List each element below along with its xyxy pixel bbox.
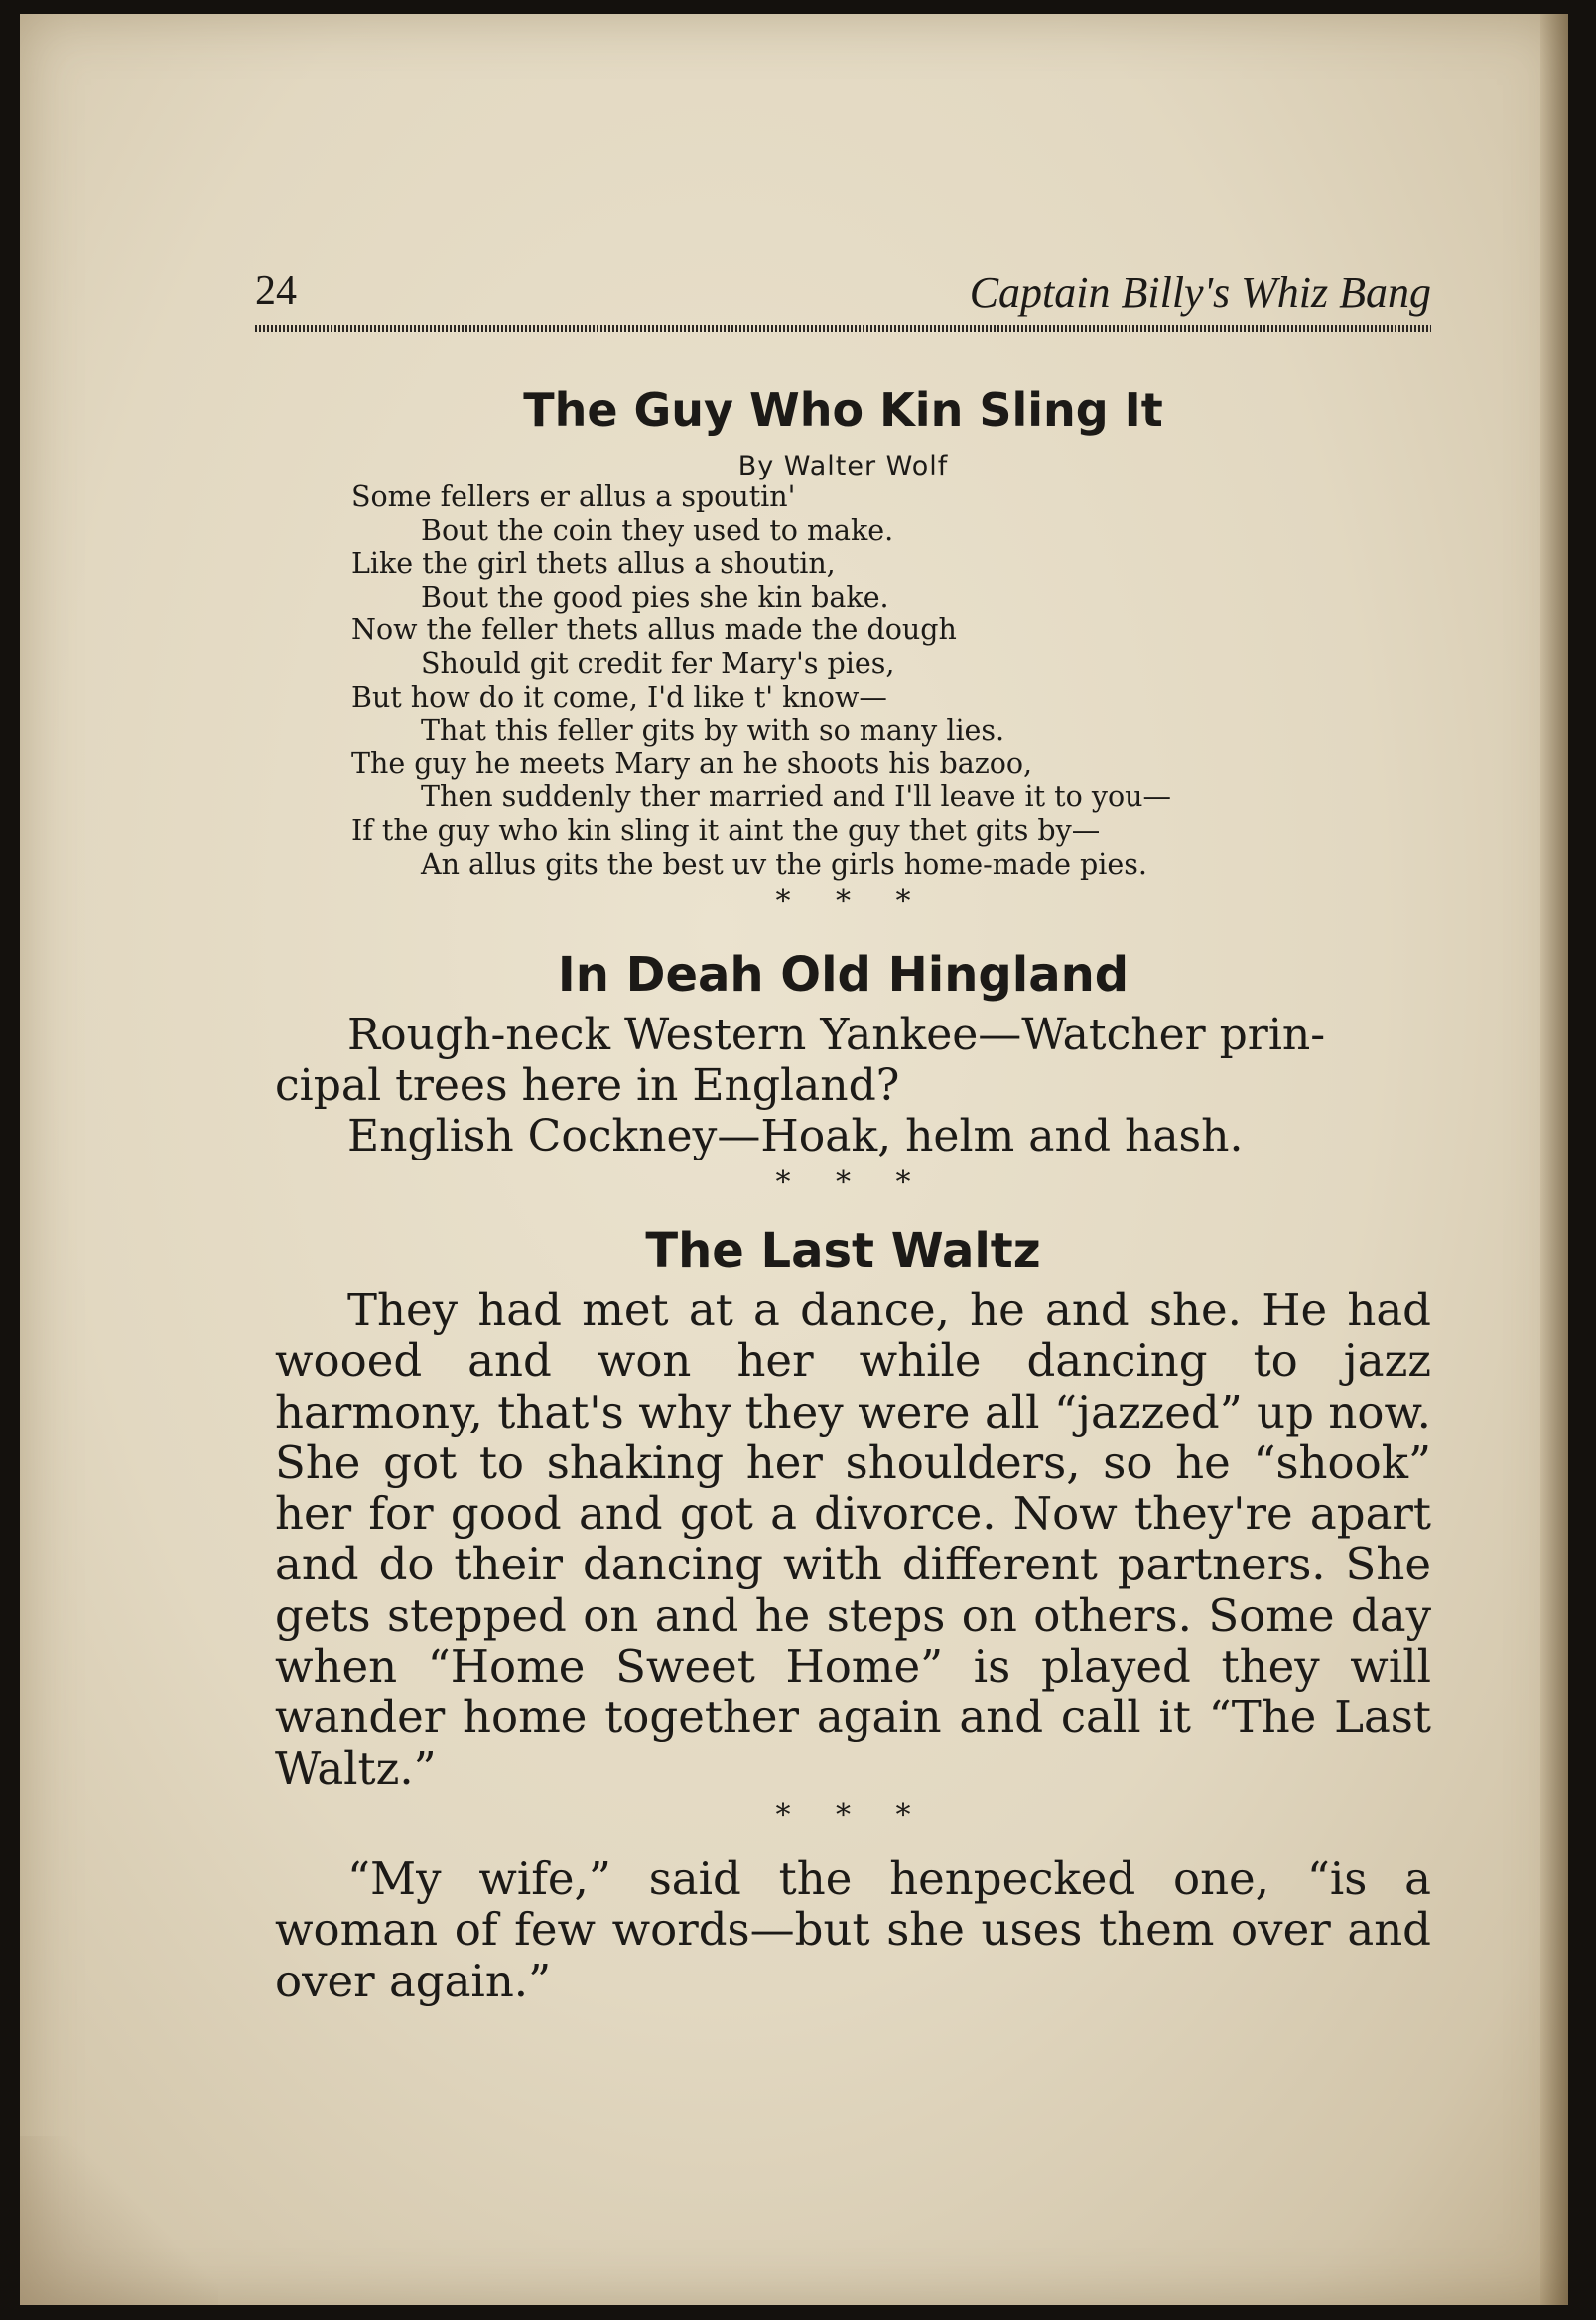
joke-body-hingland bbox=[275, 1010, 1431, 1161]
poem-line: Now the feller thets allus made the dough bbox=[351, 614, 957, 647]
joke-body-last-waltz bbox=[275, 1285, 1431, 1794]
running-title: Captain Billy's Whiz Bang bbox=[969, 268, 1431, 317]
section-separator: * * * bbox=[775, 885, 911, 919]
poem-line: Some fellers er allus a spoutin' bbox=[351, 480, 796, 513]
joke-title-last-waltz: The Last Waltz bbox=[645, 1223, 1041, 1279]
poem-line: That this feller gits by with so many lies. bbox=[421, 714, 1005, 748]
poem-line: If the guy who kin sling it aint the guy thet gits by— bbox=[351, 813, 1101, 847]
header-rule bbox=[255, 325, 1431, 332]
joke-body-henpecked bbox=[275, 1853, 1431, 2006]
book-page bbox=[20, 14, 1568, 2305]
dialogue-line: cipal trees here in England? bbox=[275, 1060, 900, 1111]
poem-line: Bout the good pies she kin bake. bbox=[421, 580, 889, 614]
page-corner-wear bbox=[20, 2136, 218, 2305]
page-number: 24 bbox=[255, 268, 297, 314]
section-separator: * * * bbox=[775, 1798, 911, 1833]
poem-line: Should git credit fer Mary's pies, bbox=[421, 646, 895, 680]
dialogue-line: English Cockney—Hoak, helm and hash. bbox=[347, 1111, 1244, 1161]
poem-body bbox=[351, 480, 1394, 881]
page-gutter-shadow bbox=[1540, 14, 1568, 2305]
poem-line: Like the girl thets allus a shoutin, bbox=[351, 547, 836, 581]
story-paragraph: They had met at a dance, he and she. He had wooed and won her while dancing to jazz harmony, that's why they were all “jazzed” up now. She got to shaking her shoulders, so he “shook” her for good and got a divorce. Now they're apart and do their dancing with different partners. She gets stepped on and he steps on others. Some day when “Home Sweet Home” is played they will wander home together again and call it “The Last Waltz.” bbox=[275, 1284, 1431, 1795]
poem-title: The Guy Who Kin Sling It bbox=[523, 383, 1163, 437]
poem-line: But how do it come, I'd like t' know— bbox=[351, 680, 887, 714]
poem-line: An allus gits the best uv the girls home-made pies. bbox=[421, 847, 1147, 881]
poem-line: Then suddenly ther married and I'll leave it to you— bbox=[421, 780, 1171, 814]
running-header bbox=[255, 267, 1431, 327]
story-paragraph: “My wife,” said the henpecked one, “is a woman of few words—but she uses them over and over again.” bbox=[275, 1852, 1431, 2007]
joke-title-hingland: In Deah Old Hingland bbox=[557, 947, 1130, 1003]
dialogue-line: Rough-neck Western Yankee—Watcher prin- bbox=[347, 1010, 1326, 1060]
section-separator: * * * bbox=[775, 1165, 911, 1200]
poem-line: Bout the coin they used to make. bbox=[421, 513, 894, 547]
poem-line: The guy he meets Mary an he shoots his bazoo, bbox=[351, 747, 1033, 780]
poem-byline: By Walter Wolf bbox=[737, 451, 949, 481]
